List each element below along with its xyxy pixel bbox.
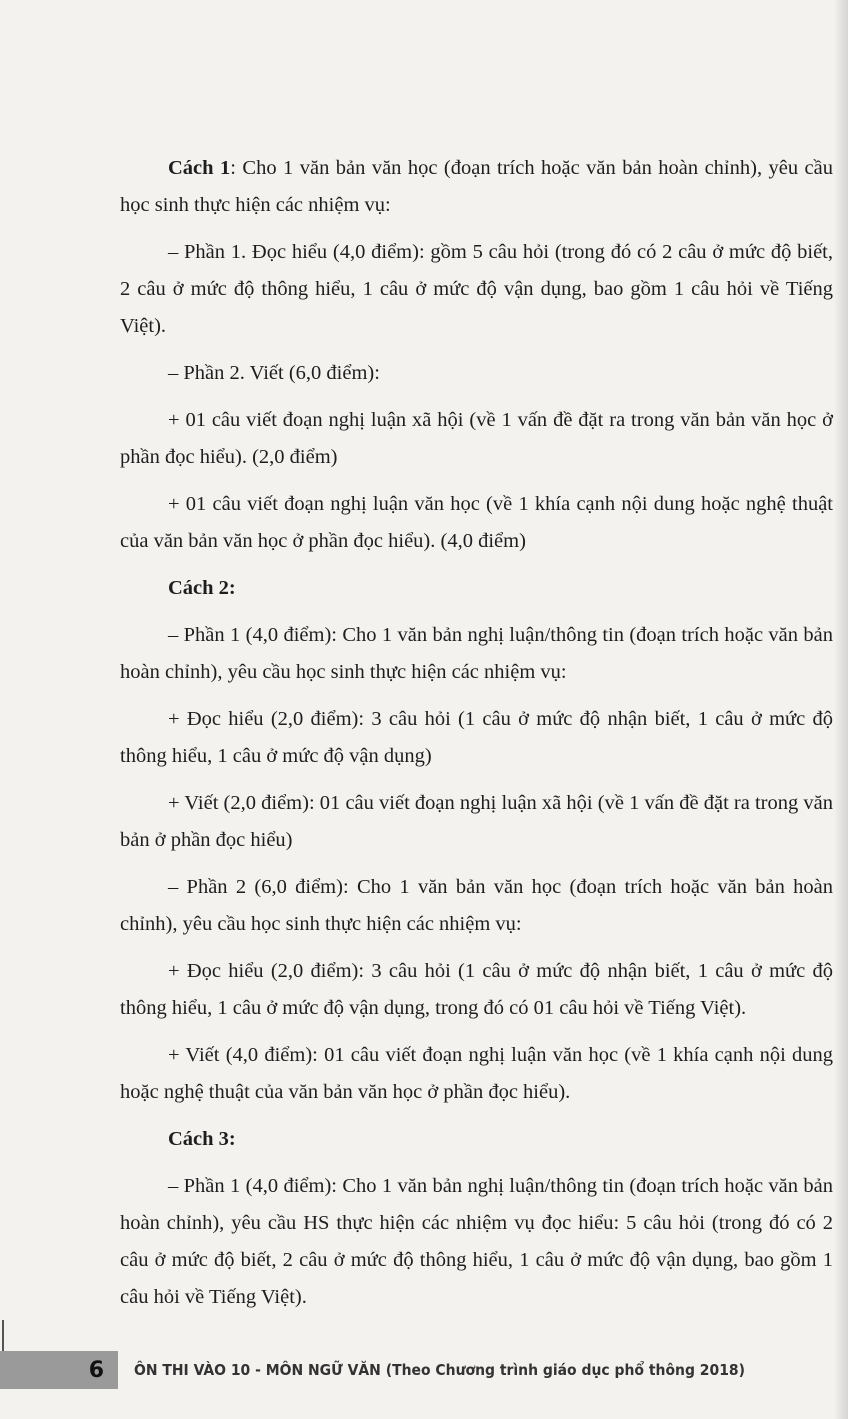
paragraph: + Viết (2,0 điểm): 01 câu viết đoạn nghị luận xã hội (về 1 vấn đề đặt ra trong văn bản ở phần đọc hiểu) (120, 792, 833, 851)
paragraph: + Viết (4,0 điểm): 01 câu viết đoạn nghị luận văn học (về 1 khía cạnh nội dung hoặc nghệ thuật của văn bản văn học ở phần đọc hiểu). (120, 1044, 833, 1103)
paragraph: + Đọc hiểu (2,0 điểm): 3 câu hỏi (1 câu ở mức độ nhận biết, 1 câu ở mức độ thông hiểu, 1 câu ở mức độ vận dụng) (120, 708, 833, 767)
paragraph: – Phần 1 (4,0 điểm): Cho 1 văn bản nghị luận/thông tin (đoạn trích hoặc văn bản hoàn chỉnh), yêu cầu HS thực hiện các nhiệm vụ đọc hiểu: 5 câu hỏi (trong đó có 2 câu ở mức độ biết, 2 câu ở mức độ thông hiểu, 1 câu ở mức độ vận dụng, bao gồm 1 câu hỏi về Tiếng Việt). (120, 1175, 833, 1308)
paragraph: – Phần 1 (4,0 điểm): Cho 1 văn bản nghị luận/thông tin (đoạn trích hoặc văn bản hoàn chỉnh), yêu cầu học sinh thực hiện các nhiệm vụ: (120, 624, 833, 683)
page-edge-shadow (834, 0, 848, 1419)
book-title: ÔN THI VÀO 10 - MÔN NGỮ VĂN (Theo Chương trình giáo dục phổ thông 2018) (134, 1361, 745, 1379)
paragraph: – Phần 2. Viết (6,0 điểm): (168, 362, 380, 384)
paragraph: + 01 câu viết đoạn nghị luận văn học (về 1 khía cạnh nội dung hoặc nghệ thuật của văn bản văn học ở phần đọc hiểu). (4,0 điểm) (120, 493, 833, 552)
cach-1-label: Cách 1 (168, 157, 231, 179)
heading-cach-2: Cách 2: (168, 577, 236, 599)
paragraph: + Đọc hiểu (2,0 điểm): 3 câu hỏi (1 câu ở mức độ nhận biết, 1 câu ở mức độ thông hiểu, 1 câu ở mức độ vận dụng, trong đó có 01 câu hỏi về Tiếng Việt). (120, 960, 833, 1019)
paragraph: + 01 câu viết đoạn nghị luận xã hội (về 1 vấn đề đặt ra trong văn bản văn học ở phần đọc hiểu). (2,0 điểm) (120, 409, 833, 468)
paragraph-cach-1 (120, 150, 833, 224)
heading-cach-3: Cách 3: (168, 1128, 236, 1150)
page-number: 6 (0, 1351, 118, 1389)
page-footer (0, 1351, 848, 1389)
paragraph: – Phần 2 (6,0 điểm): Cho 1 văn bản văn học (đoạn trích hoặc văn bản hoàn chỉnh), yêu cầu học sinh thực hiện các nhiệm vụ: (120, 876, 833, 935)
cach-1-text: : Cho 1 văn bản văn học (đoạn trích hoặc văn bản hoàn chỉnh), yêu cầu học sinh thực hiện các nhiệm vụ: (120, 157, 834, 216)
page-body (120, 150, 833, 1326)
paragraph: – Phần 1. Đọc hiểu (4,0 điểm): gồm 5 câu hỏi (trong đó có 2 câu ở mức độ biết, 2 câu ở mức độ thông hiểu, 1 câu ở mức độ vận dụng, bao gồm 1 câu hỏi về Tiếng Việt). (120, 241, 833, 337)
